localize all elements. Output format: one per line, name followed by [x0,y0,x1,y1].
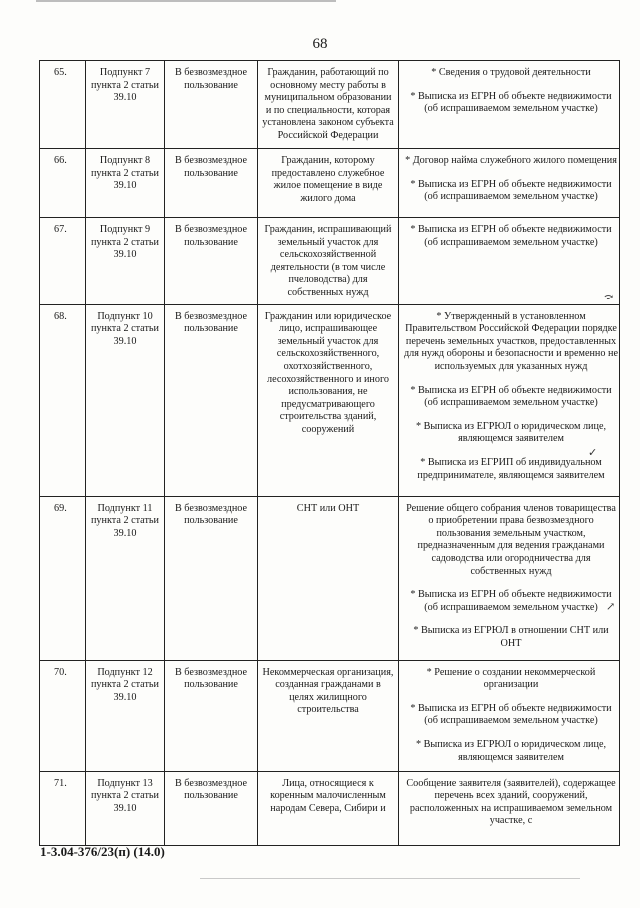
legal-basis-cell: Подпункт 11 пункта 2 статьи 39.10 [86,496,165,660]
row-number-cell: 65. [40,61,86,149]
required-document-item: * Решение о создании некоммерческой организации [426,666,596,691]
row-number-cell: 67. [40,218,86,305]
required-document-item: * Утвержденный в установленном Правительством Российской Федерации порядке перечень земельных участков, предоставленных для нужд обороны и безопасности и временно не используемых для указанных нужд [403,310,618,372]
required-documents-cell [399,496,620,660]
table-row [40,496,620,660]
required-documents-cell [399,660,620,771]
table-row [40,304,620,496]
required-document-item: * Сведения о трудовой деятельности [431,67,591,78]
table-row [40,218,620,305]
required-document-item: * Договор найма служебного жилого помещения [405,155,617,166]
required-document-item: * Выписка из ЕГРН об объекте недвижимости (об испрашиваемом земельном участке) [410,224,612,248]
legal-basis-cell: Подпункт 8 пункта 2 статьи 39.10 [86,149,165,218]
page-number: 68 [312,36,328,52]
scan-edge-mark [36,0,336,2]
row-number-cell: 68. [40,304,86,496]
pen-mark: ↗ [606,601,616,613]
legal-basis-cell: Подпункт 12 пункта 2 статьи 39.10 [86,660,165,771]
applicant-cell: СНТ или ОНТ [258,496,399,660]
required-document-item: Решение общего собрания членов товарищества о приобретении права безвозмездного пользования земельным участком, предназначенным для ведения гражданами садоводства или огородничества для собственных нужд [406,502,616,577]
required-documents-cell [399,304,620,496]
required-document-item: * Выписка из ЕГРН об объекте недвижимости (об испрашиваемом земельном участке) [410,90,612,115]
pen-mark: ✓ [588,447,598,459]
right-type-cell: В безвозмездное пользование [165,771,258,845]
required-document-item: * Выписка из ЕГРН об объекте недвижимости (об испрашиваемом земельном участке) [410,178,612,203]
applicant-cell: Некоммерческая организация, созданная гражданами в целях жилищного строительства [258,660,399,771]
table-body [40,61,620,846]
required-document-item: * Выписка из ЕГРН об объекте недвижимости (об испрашиваемом земельном участке) [410,589,612,613]
required-document-item: * Выписка из ЕГРЮЛ о юридическом лице, являющемся заявителем [415,738,607,763]
row-number-cell: 69. [40,496,86,660]
applicant-cell: Гражданин, работающий по основному месту работы в муниципальном образовании и по специальности, которая установлена законом субъекта Российской Федерации [258,61,399,149]
document-code: 1-3.04-376/23(п) (14.0) [40,844,165,859]
legal-basis-cell: Подпункт 10 пункта 2 статьи 39.10 [86,304,165,496]
required-document-item: * Выписка из ЕГРН об объекте недвижимости (об испрашиваемом земельном участке) [410,384,612,409]
table-row [40,660,620,771]
required-documents-cell [399,61,620,149]
table-row [40,61,620,149]
right-type-cell: В безвозмездное пользование [165,218,258,305]
applicant-cell: Гражданин или юридическое лицо, испрашивающее земельный участок для сельскохозяйственного, охотхозяйственного, лесохозяйственного и иного использования, не предусматривающего строительства зданий, сооружений [258,304,399,496]
row-number-cell: 71. [40,771,86,845]
required-document-item: * Выписка из ЕГРЮЛ в отношении СНТ или ОНТ [413,625,609,649]
table-row [40,149,620,218]
table-row [40,771,620,845]
applicant-cell: Гражданин, которому предоставлено служебное жилое помещение в виде жилого дома [258,149,399,218]
right-type-cell: В безвозмездное пользование [165,61,258,149]
required-documents-cell [399,771,620,845]
required-document-item: * Выписка из ЕГРИП об индивидуальном предпринимателе, являющемся заявителем [417,456,605,481]
legal-basis-cell: Подпункт 9 пункта 2 статьи 39.10 [86,218,165,305]
required-document-item: Сообщение заявителя (заявителей), содержащее перечень всех зданий, сооружений, расположенных на испрашиваемом земельном участке, с [406,777,616,827]
right-type-cell: В безвозмездное пользование [165,660,258,771]
pen-mark: ⤼ [604,291,614,303]
services-table [39,60,620,846]
right-type-cell: В безвозмездное пользование [165,304,258,496]
applicant-cell: Лица, относящиеся к коренным малочисленным народам Севера, Сибири и [258,771,399,845]
row-number-cell: 70. [40,660,86,771]
legal-basis-cell: Подпункт 13 пункта 2 статьи 39.10 [86,771,165,845]
right-type-cell: В безвозмездное пользование [165,149,258,218]
required-documents-cell [399,218,620,305]
required-document-item: * Выписка из ЕГРН об объекте недвижимости (об испрашиваемом земельном участке) [410,702,612,727]
required-documents-cell [399,149,620,218]
legal-basis-cell: Подпункт 7 пункта 2 статьи 39.10 [86,61,165,149]
required-document-item: * Выписка из ЕГРЮЛ о юридическом лице, являющемся заявителем [415,420,607,445]
applicant-cell: Гражданин, испрашивающий земельный участок для сельскохозяйственной деятельности (в том числе пчеловодства) для собственных нужд [258,218,399,305]
row-number-cell: 66. [40,149,86,218]
right-type-cell: В безвозмездное пользование [165,496,258,660]
scan-edge-mark [200,878,580,879]
